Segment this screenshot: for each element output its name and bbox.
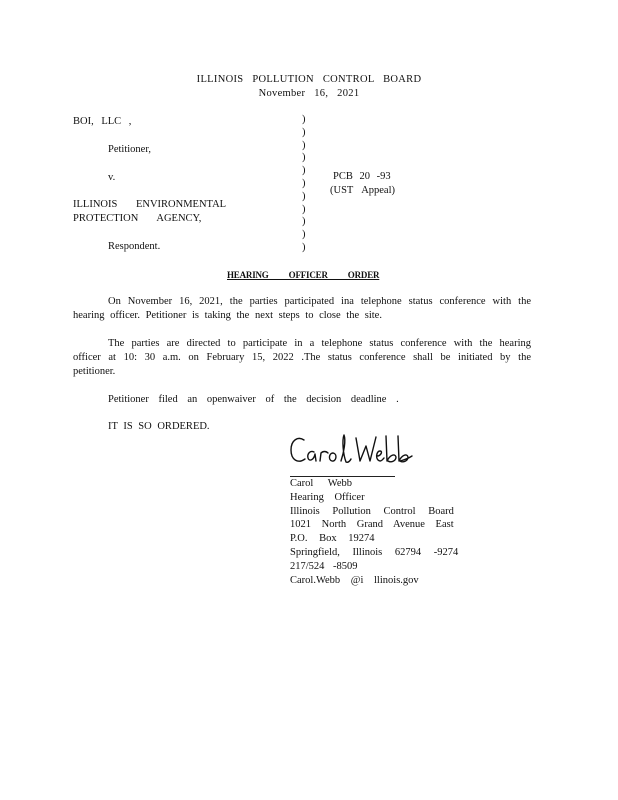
signer-city-state-zip: Springfield, Illinois 62794 -9274 (290, 546, 459, 558)
caption-paren: ) (302, 126, 306, 138)
order-paragraph-2: The parties are directed to participate in a telephone status conference with the hearing officer at 10: 30 a.m. on February 15, 2022 .The status conference shall be initiated by the petitioner. (73, 338, 531, 377)
caption-parenthesis-column (302, 114, 306, 255)
signer-po-box: P.O. Box 19274 (290, 533, 375, 545)
case-number: PCB 20 -93 (333, 171, 391, 182)
caption-paren: ) (302, 190, 306, 202)
signer-email: Carol.Webb @i llinois.gov (290, 574, 419, 586)
signer-name: Carol Webb (290, 478, 352, 489)
signer-organization: Illinois Pollution Control Board (290, 505, 454, 517)
caption-paren: ) (302, 177, 306, 189)
respondent-name-line2: PROTECTION AGENCY, (73, 213, 202, 224)
signature-block (290, 477, 458, 587)
signer-street-address: 1021 North Grand Avenue East (290, 519, 454, 531)
petitioner-name: BOI, LLC , (73, 116, 132, 127)
document-date: November 16, 2021 (258, 88, 360, 99)
petitioner-role: Petitioner, (108, 144, 152, 155)
so-ordered-statement: IT IS SO ORDERED. (108, 421, 210, 432)
caption-paren: ) (302, 216, 306, 228)
signer-title: Hearing Officer (290, 491, 365, 503)
caption-paren: ) (302, 139, 306, 151)
caption-paren: ) (302, 229, 306, 241)
agency-header: ILLINOIS POLLUTION CONTROL BOARD (196, 74, 422, 85)
order-paragraph-1: On November 16, 2021, the parties participated ina telephone status conference with the hearing officer. Petitioner is taking the next steps to close the site. (73, 296, 531, 321)
signer-phone: 217/524 -8509 (290, 560, 358, 572)
caption-paren: ) (302, 165, 306, 177)
case-type: (UST Appeal) (330, 185, 396, 196)
handwritten-signature (288, 432, 416, 472)
respondent-name-line1: ILLINOIS ENVIRONMENTAL (73, 199, 227, 210)
versus-label: v. (108, 172, 116, 183)
caption-paren: ) (302, 241, 306, 253)
respondent-role: Respondent. (108, 241, 161, 252)
caption-paren: ) (302, 203, 306, 215)
order-paragraph-3: Petitioner filed an openwaiver of the decision deadline . (108, 394, 399, 405)
order-title: HEARING OFFICER ORDER (227, 270, 380, 280)
caption-paren: ) (302, 114, 306, 125)
caption-paren: ) (302, 152, 306, 164)
